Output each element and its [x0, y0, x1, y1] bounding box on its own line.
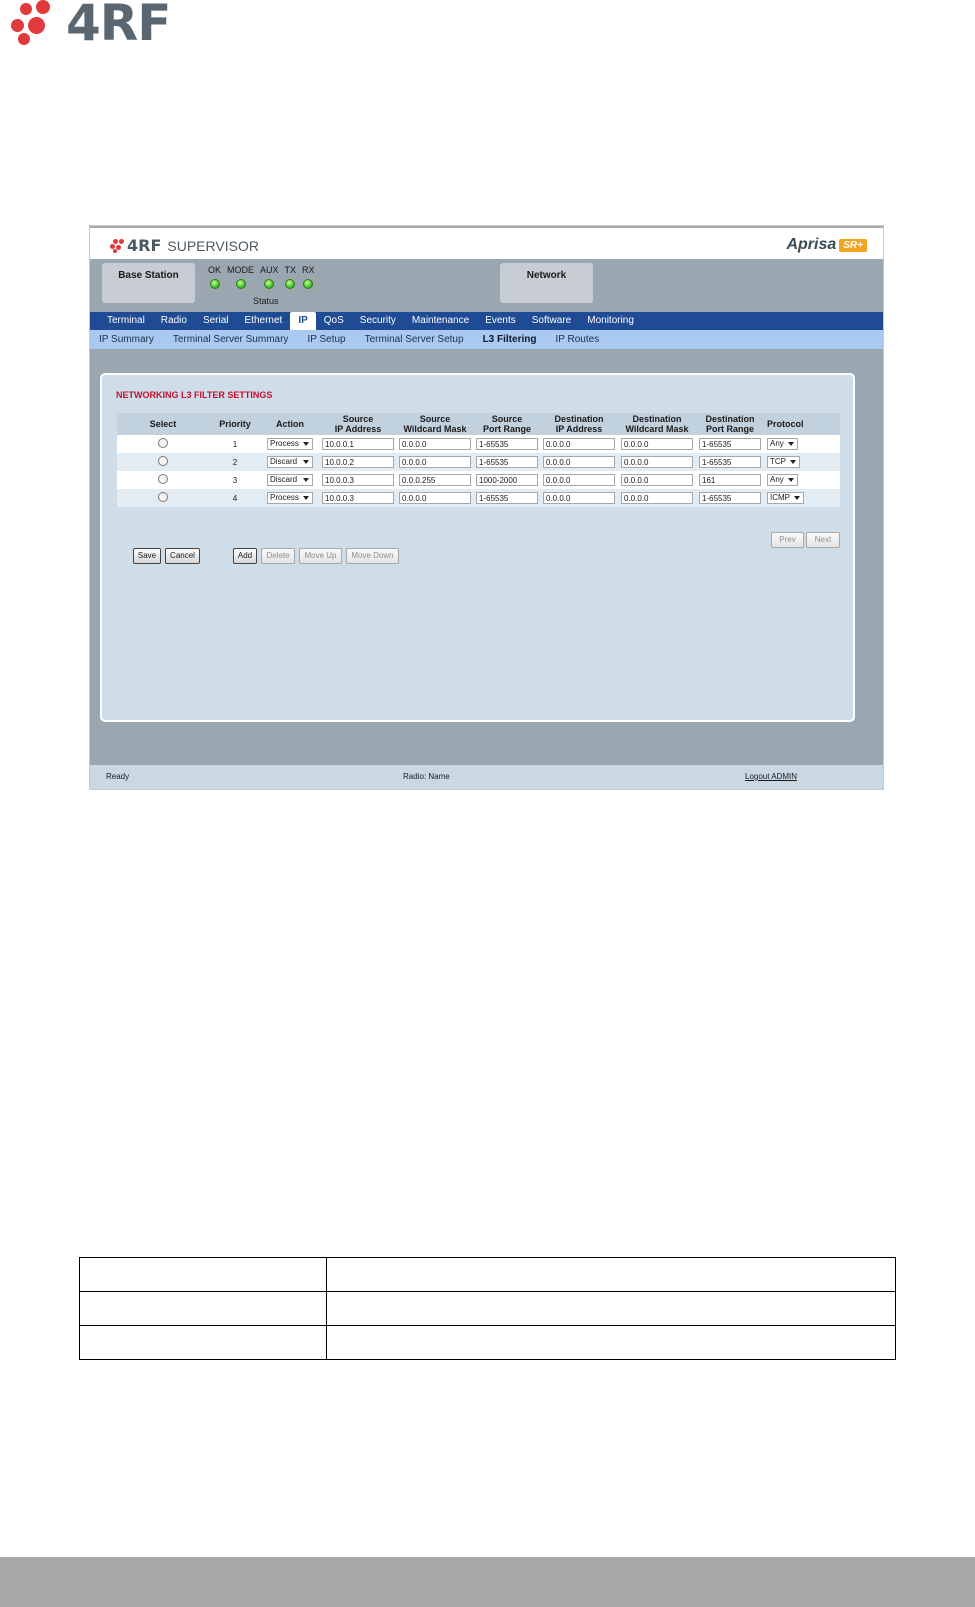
chevron-down-icon	[303, 496, 309, 500]
chevron-down-icon	[303, 478, 309, 482]
action-cell	[261, 489, 319, 507]
save-button[interactable]: Save	[133, 548, 161, 564]
source-ip-input[interactable]: 10.0.0.2	[322, 456, 394, 468]
led-indicator-icon	[285, 279, 295, 289]
dest-port-input[interactable]: 161	[699, 474, 761, 486]
tab-ip[interactable]: IP	[290, 312, 315, 330]
select-value: Process	[270, 493, 299, 502]
tab-serial[interactable]: Serial	[202, 315, 229, 326]
select-cell	[117, 489, 209, 507]
header-brand: 4RF	[127, 236, 162, 255]
dst-ip-cell	[541, 471, 617, 489]
subtab-ip-summary[interactable]: IP Summary	[99, 334, 154, 345]
source-mask-input[interactable]: 0.0.0.0	[399, 456, 471, 468]
table-row	[80, 1258, 896, 1292]
source-port-input[interactable]: 1-65535	[476, 492, 538, 504]
dst-ip-cell	[541, 435, 617, 453]
table-cell	[80, 1292, 327, 1326]
header-line: Wildcard Mask	[625, 424, 689, 434]
col-header-protocol	[763, 413, 840, 435]
status-bar	[90, 745, 883, 789]
protocol-select[interactable]	[767, 492, 804, 504]
header-line: Action	[276, 419, 304, 429]
src-mask-cell	[397, 489, 473, 507]
dest-mask-input[interactable]: 0.0.0.0	[621, 456, 693, 468]
table-cell	[327, 1326, 896, 1360]
dst-port-cell	[697, 453, 763, 471]
led-label: MODE	[227, 265, 255, 275]
prev-button[interactable]: Prev	[771, 532, 804, 548]
source-port-input[interactable]: 1000-2000	[476, 474, 538, 486]
source-port-input[interactable]: 1-65535	[476, 456, 538, 468]
select-value: Any	[770, 475, 784, 484]
priority-cell: 2	[209, 453, 261, 471]
header-line: Destination	[554, 414, 604, 424]
header-line: IP Address	[334, 424, 382, 434]
chevron-down-icon	[788, 442, 794, 446]
header-title: SUPERVISOR	[167, 237, 259, 254]
dest-ip-input[interactable]: 0.0.0.0	[543, 492, 615, 504]
src-port-cell	[473, 435, 541, 453]
select-value: Process	[270, 439, 299, 448]
table-row	[117, 435, 840, 453]
led-aux	[260, 265, 279, 289]
priority-cell: 4	[209, 489, 261, 507]
select-cell	[117, 453, 209, 471]
header-line: Source	[491, 414, 523, 424]
dest-mask-input[interactable]: 0.0.0.0	[621, 438, 693, 450]
delete-button[interactable]: Delete	[261, 548, 295, 564]
tab-radio[interactable]: Radio	[160, 315, 187, 326]
src-ip-cell	[319, 453, 397, 471]
chevron-down-icon	[790, 460, 796, 464]
network-box: Network	[500, 263, 593, 303]
page-footer-band	[0, 1557, 975, 1607]
subtab-terminal-server-summary[interactable]: Terminal Server Summary	[172, 334, 289, 345]
src-port-cell	[473, 489, 541, 507]
status-leds	[208, 265, 321, 289]
dest-ip-input[interactable]: 0.0.0.0	[543, 474, 615, 486]
led-label: OK	[208, 265, 222, 275]
header-line: Select	[149, 419, 177, 429]
panel-title: NETWORKING L3 FILTER SETTINGS	[116, 390, 273, 400]
table-row	[117, 453, 840, 471]
l3-filter-table	[117, 413, 840, 507]
protocol-select[interactable]	[767, 474, 798, 486]
led-mode	[227, 265, 254, 289]
col-header-source-ip	[319, 413, 397, 435]
chevron-down-icon	[788, 478, 794, 482]
priority-cell: 3	[209, 471, 261, 489]
action-select[interactable]	[267, 474, 313, 486]
brand-dots-icon	[110, 239, 124, 253]
dst-mask-cell	[617, 453, 697, 471]
next-button[interactable]: Next	[806, 532, 840, 548]
chevron-down-icon	[303, 460, 309, 464]
dst-port-cell	[697, 471, 763, 489]
select-cell	[117, 471, 209, 489]
src-mask-cell	[397, 435, 473, 453]
led-indicator-icon	[210, 279, 220, 289]
src-mask-cell	[397, 453, 473, 471]
document-logo	[10, 0, 171, 52]
src-ip-cell	[319, 435, 397, 453]
subtab-ip-routes[interactable]: IP Routes	[555, 334, 600, 345]
select-value: ICMP	[770, 493, 790, 502]
col-header-source-port	[473, 413, 541, 435]
col-header-action	[261, 413, 319, 435]
status-area	[90, 259, 883, 312]
status-strip	[90, 765, 883, 789]
action-select[interactable]	[267, 438, 313, 450]
radio-name: Radio: Name	[403, 772, 450, 781]
tab-qos[interactable]: QoS	[323, 315, 344, 326]
col-header-priority	[209, 413, 261, 435]
source-ip-input[interactable]: 10.0.0.3	[322, 474, 394, 486]
protocol-select[interactable]	[767, 456, 800, 468]
header-line: Source	[419, 414, 451, 424]
table-header-row	[117, 413, 840, 435]
row-select-radio[interactable]	[158, 438, 168, 448]
sub-nav	[90, 330, 883, 349]
dst-ip-cell	[541, 489, 617, 507]
dst-port-cell	[697, 489, 763, 507]
app-header	[90, 226, 883, 259]
logo-text: 4RF	[66, 0, 171, 52]
tab-events[interactable]: Events	[485, 315, 516, 326]
select-value: Discard	[270, 457, 298, 466]
product-name: Aprisa	[786, 236, 837, 253]
table-row	[80, 1326, 896, 1360]
source-port-input[interactable]: 1-65535	[476, 438, 538, 450]
table-row	[117, 489, 840, 507]
table-row	[80, 1292, 896, 1326]
supervisor-window	[89, 225, 884, 790]
header-line: Priority	[219, 419, 251, 429]
header-line: Protocol	[767, 419, 804, 429]
dest-port-input[interactable]: 1-65535	[699, 456, 761, 468]
select-value: Discard	[270, 475, 298, 484]
chevron-down-icon	[794, 496, 800, 500]
led-label: RX	[302, 265, 315, 275]
dest-port-input[interactable]: 1-65535	[699, 492, 761, 504]
tab-monitoring[interactable]: Monitoring	[587, 315, 634, 326]
tab-ethernet[interactable]: Ethernet	[244, 315, 283, 326]
src-mask-cell	[397, 471, 473, 489]
table-cell	[80, 1258, 327, 1292]
product-badge: SR+	[839, 239, 867, 252]
tab-software[interactable]: Software	[531, 315, 572, 326]
dest-ip-input[interactable]: 0.0.0.0	[543, 456, 615, 468]
col-header-dest-mask	[617, 413, 697, 435]
select-value: Any	[770, 439, 784, 448]
src-ip-cell	[319, 489, 397, 507]
header-line: IP Address	[555, 424, 603, 434]
dst-ip-cell	[541, 453, 617, 471]
action-cell	[261, 453, 319, 471]
subtab-terminal-server-setup[interactable]: Terminal Server Setup	[364, 334, 464, 345]
subtab-ip-setup[interactable]: IP Setup	[307, 334, 346, 345]
cancel-button[interactable]: Cancel	[165, 548, 200, 564]
tab-security[interactable]: Security	[359, 315, 396, 326]
led-label: TX	[284, 265, 297, 275]
source-ip-input[interactable]: 10.0.0.3	[322, 492, 394, 504]
protocol-cell	[763, 489, 840, 507]
action-select[interactable]	[267, 456, 313, 468]
table-cell	[327, 1258, 896, 1292]
dest-mask-input[interactable]: 0.0.0.0	[621, 474, 693, 486]
action-select[interactable]	[267, 492, 313, 504]
table-row	[117, 471, 840, 489]
priority-cell: 1	[209, 435, 261, 453]
status-caption: Status	[253, 296, 279, 306]
status-ready: Ready	[106, 772, 130, 781]
dest-mask-input[interactable]: 0.0.0.0	[621, 492, 693, 504]
row-select-radio[interactable]	[158, 456, 168, 466]
action-cell	[261, 435, 319, 453]
source-ip-input[interactable]: 10.0.0.1	[322, 438, 394, 450]
document-table	[79, 1257, 896, 1360]
led-label: AUX	[260, 265, 279, 275]
table-cell	[327, 1292, 896, 1326]
header-line: Source	[342, 414, 374, 424]
tab-terminal[interactable]: Terminal	[107, 315, 145, 326]
source-mask-input[interactable]: 0.0.0.0	[399, 492, 471, 504]
station-box: Base Station	[102, 263, 195, 303]
col-header-dest-port	[697, 413, 763, 435]
main-nav	[90, 312, 883, 330]
content-area	[90, 349, 883, 745]
source-mask-input[interactable]: 0.0.0.0	[399, 438, 471, 450]
dst-mask-cell	[617, 489, 697, 507]
col-header-source-mask	[397, 413, 473, 435]
dst-port-cell	[697, 435, 763, 453]
protocol-cell	[763, 435, 840, 453]
col-header-select	[117, 413, 209, 435]
header-line: Port Range	[705, 424, 754, 434]
dst-mask-cell	[617, 435, 697, 453]
protocol-cell	[763, 453, 840, 471]
row-select-radio[interactable]	[158, 492, 168, 502]
header-line: Port Range	[482, 424, 531, 434]
move-down-button[interactable]: Move Down	[346, 548, 399, 564]
header-line: Wildcard Mask	[403, 424, 467, 434]
led-rx	[302, 265, 315, 289]
subtab-l3-filtering[interactable]: L3 Filtering	[482, 334, 537, 345]
select-cell	[117, 435, 209, 453]
src-port-cell	[473, 453, 541, 471]
source-mask-input[interactable]: 0.0.0.255	[399, 474, 471, 486]
l3-filter-panel	[100, 373, 855, 722]
select-value: TCP	[770, 457, 786, 466]
led-indicator-icon	[264, 279, 274, 289]
move-up-button[interactable]: Move Up	[299, 548, 342, 564]
dest-ip-input[interactable]: 0.0.0.0	[543, 438, 615, 450]
src-ip-cell	[319, 471, 397, 489]
table-cell	[80, 1326, 327, 1360]
src-port-cell	[473, 471, 541, 489]
chevron-down-icon	[303, 442, 309, 446]
led-indicator-icon	[303, 279, 313, 289]
header-line: Destination	[632, 414, 682, 424]
logout-link[interactable]: Logout ADMIN	[745, 772, 798, 781]
action-cell	[261, 471, 319, 489]
led-ok	[208, 265, 221, 289]
protocol-select[interactable]	[767, 438, 798, 450]
dest-port-input[interactable]: 1-65535	[699, 438, 761, 450]
add-button[interactable]: Add	[233, 548, 257, 564]
col-header-dest-ip	[541, 413, 617, 435]
product-logo	[786, 236, 867, 254]
tab-maintenance[interactable]: Maintenance	[411, 315, 470, 326]
row-select-radio[interactable]	[158, 474, 168, 484]
supervisor-logo	[110, 236, 259, 255]
dst-mask-cell	[617, 471, 697, 489]
header-line: Destination	[705, 414, 755, 424]
logo-dots-icon	[10, 0, 60, 46]
led-tx	[285, 265, 297, 289]
led-indicator-icon	[236, 279, 246, 289]
protocol-cell	[763, 471, 840, 489]
